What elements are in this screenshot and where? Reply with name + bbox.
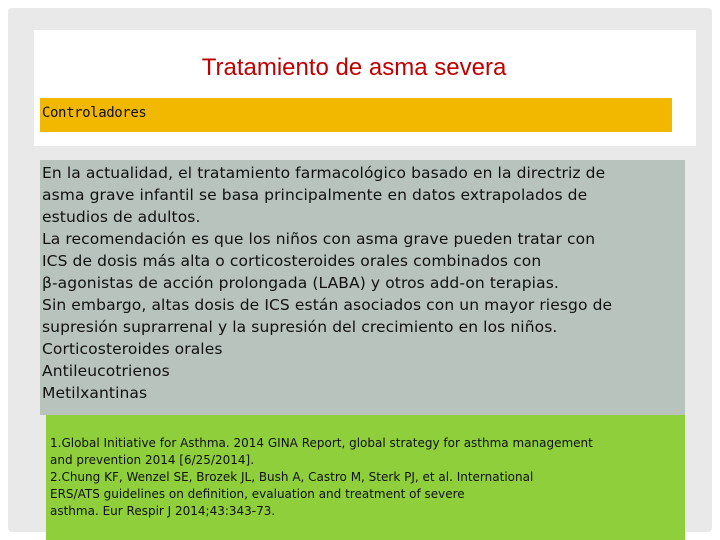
body-text-box bbox=[40, 160, 685, 415]
body-line: En la actualidad, el tratamiento farmacológico basado en la directriz de bbox=[42, 164, 606, 182]
section-header bbox=[40, 98, 672, 132]
body-line: estudios de adultos. bbox=[42, 208, 201, 226]
body-line: ICS de dosis más alta o corticosteroides orales combinados con bbox=[42, 252, 542, 270]
body-line: Metilxantinas bbox=[42, 384, 148, 402]
references-box bbox=[46, 415, 685, 540]
reference-line: 1.Global Initiative for Asthma. 2014 GINA Report, global strategy for asthma management bbox=[50, 436, 593, 450]
body-line: Corticosteroides orales bbox=[42, 340, 223, 358]
body-line: La recomendación es que los niños con asma grave pueden tratar con bbox=[42, 230, 596, 248]
body-line: β-agonistas de acción prolongada (LABA) y otros add-on terapias. bbox=[42, 274, 559, 292]
reference-line: asthma. Eur Respir J 2014;43:343-73. bbox=[50, 504, 276, 518]
slide-title: Tratamiento de asma severa bbox=[201, 54, 507, 81]
body-line: asma grave infantil se basa principalmente en datos extrapolados de bbox=[42, 186, 588, 204]
references-text bbox=[50, 435, 682, 520]
reference-line: 2.Chung KF, Wenzel SE, Brozek JL, Bush A, Castro M, Sterk PJ, et al. International bbox=[50, 470, 534, 484]
body-line: supresión suprarrenal y la supresión del crecimiento en los niños. bbox=[42, 318, 558, 336]
reference-line: ERS/ATS guidelines on definition, evaluation and treatment of severe bbox=[50, 487, 465, 501]
body-line: Antileucotrienos bbox=[42, 362, 170, 380]
section-label: Controladores bbox=[42, 105, 147, 121]
body-line: Sin embargo, altas dosis de ICS están asociados con un mayor riesgo de bbox=[42, 296, 613, 314]
reference-line: and prevention 2014 [6/25/2014]. bbox=[50, 453, 255, 467]
body-text bbox=[42, 162, 682, 404]
